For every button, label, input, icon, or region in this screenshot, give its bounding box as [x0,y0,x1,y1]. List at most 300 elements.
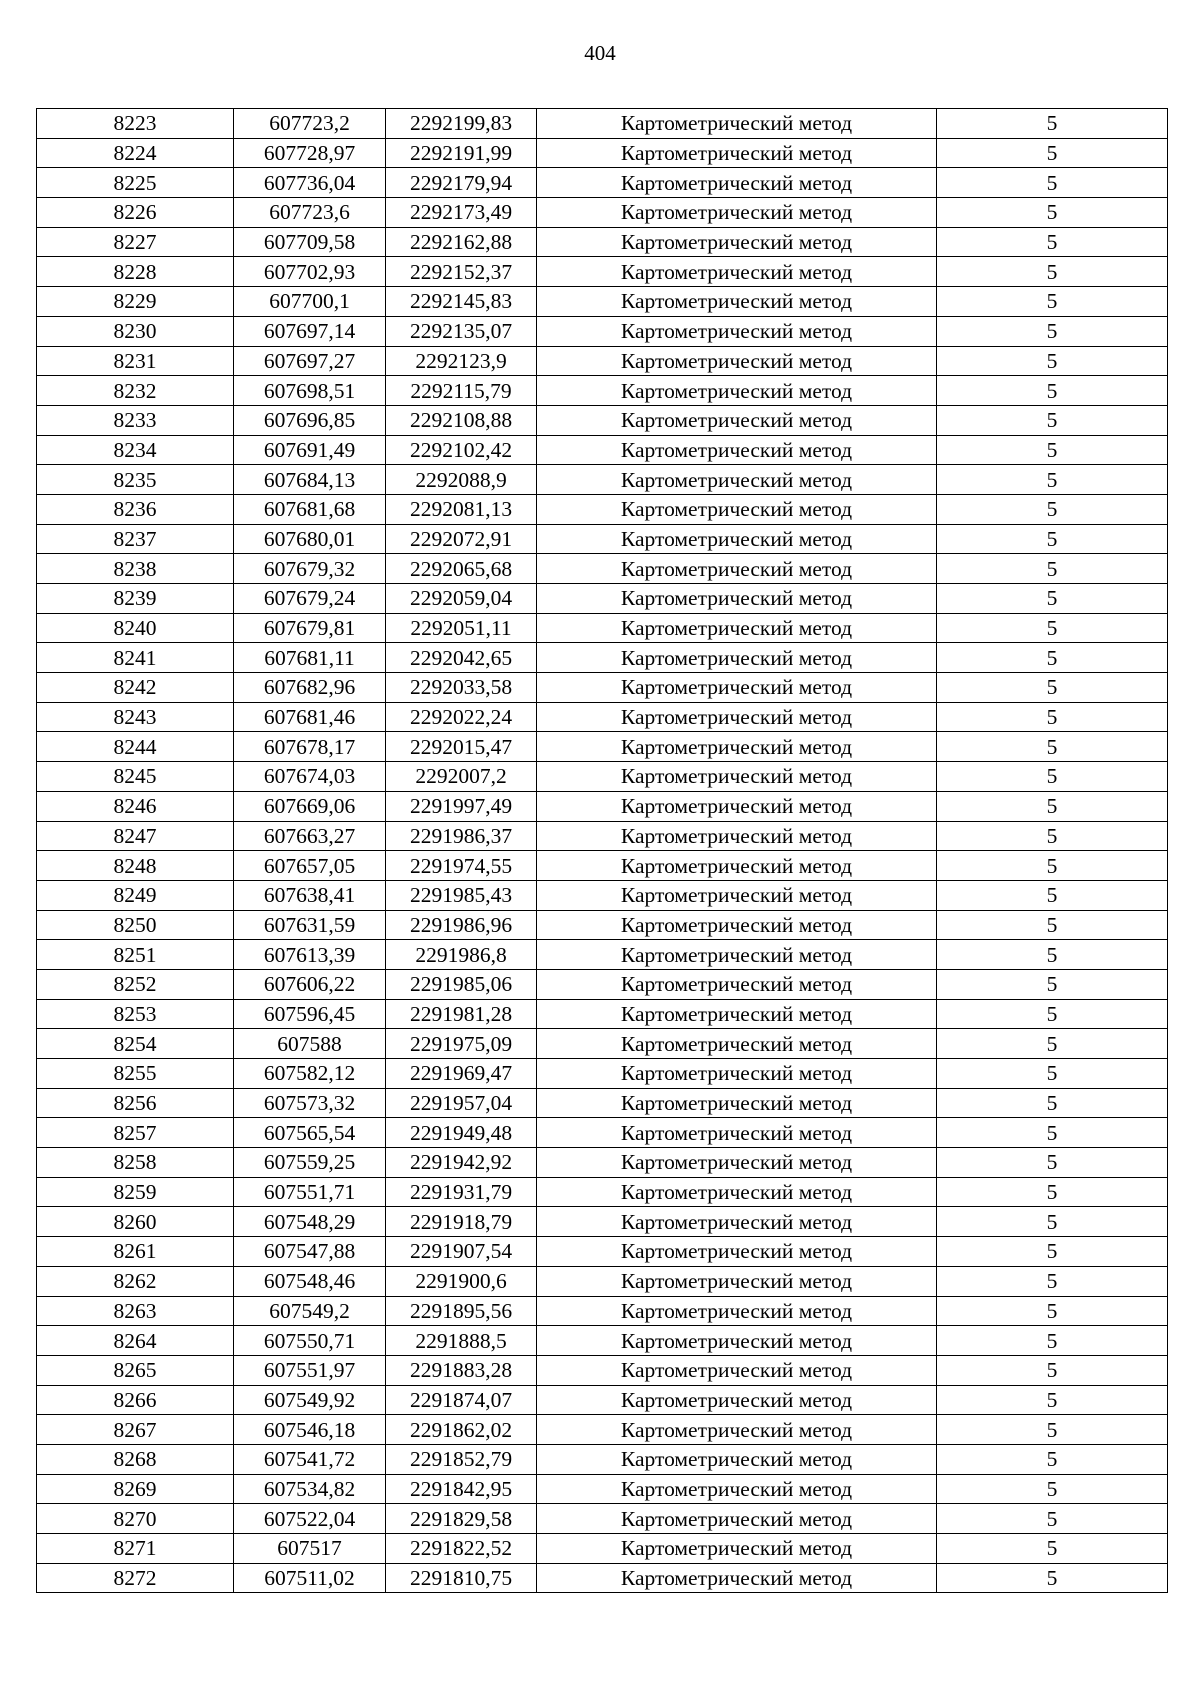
table-row [37,1385,1168,1415]
y-coordinate-cell: 2292173,49 [386,198,537,228]
method-cell: Картометрический метод [537,287,937,317]
table-row [37,999,1168,1029]
y-coordinate-cell: 2291842,95 [386,1474,537,1504]
table-row [37,287,1168,317]
precision-cell: 5 [937,465,1168,495]
precision-cell: 5 [937,257,1168,287]
point-number-cell: 8225 [37,168,234,198]
method-cell: Картометрический метод [537,316,937,346]
point-number-cell: 8232 [37,376,234,406]
y-coordinate-cell: 2292115,79 [386,376,537,406]
method-cell: Картометрический метод [537,791,937,821]
x-coordinate-cell: 607606,22 [234,969,386,999]
precision-cell: 5 [937,1088,1168,1118]
table-row [37,257,1168,287]
point-number-cell: 8246 [37,791,234,821]
x-coordinate-cell: 607565,54 [234,1118,386,1148]
table-row [37,1059,1168,1089]
method-cell: Картометрический метод [537,1326,937,1356]
point-number-cell: 8245 [37,762,234,792]
method-cell: Картометрический метод [537,1534,937,1564]
table-row [37,1415,1168,1445]
method-cell: Картометрический метод [537,1088,937,1118]
y-coordinate-cell: 2291900,6 [386,1266,537,1296]
x-coordinate-cell: 607679,32 [234,554,386,584]
precision-cell: 5 [937,1415,1168,1445]
y-coordinate-cell: 2291974,55 [386,851,537,881]
precision-cell: 5 [937,1059,1168,1089]
precision-cell: 5 [937,791,1168,821]
point-number-cell: 8266 [37,1385,234,1415]
method-cell: Картометрический метод [537,1118,937,1148]
point-number-cell: 8229 [37,287,234,317]
x-coordinate-cell: 607728,97 [234,138,386,168]
table-row [37,1504,1168,1534]
y-coordinate-cell: 2291874,07 [386,1385,537,1415]
y-coordinate-cell: 2292033,58 [386,673,537,703]
method-cell: Картометрический метод [537,435,937,465]
point-number-cell: 8243 [37,702,234,732]
table-row [37,138,1168,168]
method-cell: Картометрический метод [537,1563,937,1593]
y-coordinate-cell: 2292162,88 [386,227,537,257]
point-number-cell: 8250 [37,910,234,940]
method-cell: Картометрический метод [537,1415,937,1445]
precision-cell: 5 [937,405,1168,435]
method-cell: Картометрический метод [537,821,937,851]
x-coordinate-cell: 607702,93 [234,257,386,287]
table-row [37,1237,1168,1267]
point-number-cell: 8242 [37,673,234,703]
coordinates-table-body [37,109,1168,1593]
y-coordinate-cell: 2292051,11 [386,613,537,643]
y-coordinate-cell: 2291957,04 [386,1088,537,1118]
precision-cell: 5 [937,1237,1168,1267]
page-number: 404 [584,41,616,65]
y-coordinate-cell: 2291883,28 [386,1355,537,1385]
table-row [37,821,1168,851]
precision-cell: 5 [937,702,1168,732]
y-coordinate-cell: 2292152,37 [386,257,537,287]
method-cell: Картометрический метод [537,1296,937,1326]
precision-cell: 5 [937,1504,1168,1534]
precision-cell: 5 [937,1444,1168,1474]
method-cell: Картометрический метод [537,227,937,257]
method-cell: Картометрический метод [537,1207,937,1237]
table-row [37,1029,1168,1059]
point-number-cell: 8257 [37,1118,234,1148]
point-number-cell: 8255 [37,1059,234,1089]
y-coordinate-cell: 2292059,04 [386,584,537,614]
method-cell: Картометрический метод [537,465,937,495]
method-cell: Картометрический метод [537,940,937,970]
method-cell: Картометрический метод [537,1266,937,1296]
point-number-cell: 8265 [37,1355,234,1385]
x-coordinate-cell: 607548,46 [234,1266,386,1296]
method-cell: Картометрический метод [537,643,937,673]
precision-cell: 5 [937,138,1168,168]
y-coordinate-cell: 2291942,92 [386,1148,537,1178]
point-number-cell: 8230 [37,316,234,346]
precision-cell: 5 [937,613,1168,643]
x-coordinate-cell: 607549,92 [234,1385,386,1415]
x-coordinate-cell: 607613,39 [234,940,386,970]
method-cell: Картометрический метод [537,584,937,614]
point-number-cell: 8271 [37,1534,234,1564]
precision-cell: 5 [937,1207,1168,1237]
precision-cell: 5 [937,1474,1168,1504]
table-row [37,198,1168,228]
point-number-cell: 8234 [37,435,234,465]
point-number-cell: 8264 [37,1326,234,1356]
point-number-cell: 8260 [37,1207,234,1237]
method-cell: Картометрический метод [537,138,937,168]
table-row [37,1474,1168,1504]
table-row [37,168,1168,198]
y-coordinate-cell: 2291981,28 [386,999,537,1029]
table-row [37,732,1168,762]
point-number-cell: 8226 [37,198,234,228]
table-row [37,762,1168,792]
x-coordinate-cell: 607681,46 [234,702,386,732]
point-number-cell: 8252 [37,969,234,999]
table-row [37,702,1168,732]
method-cell: Картометрический метод [537,851,937,881]
y-coordinate-cell: 2292081,13 [386,494,537,524]
method-cell: Картометрический метод [537,1177,937,1207]
point-number-cell: 8249 [37,880,234,910]
method-cell: Картометрический метод [537,1504,937,1534]
method-cell: Картометрический метод [537,1059,937,1089]
precision-cell: 5 [937,198,1168,228]
method-cell: Картометрический метод [537,494,937,524]
precision-cell: 5 [937,999,1168,1029]
x-coordinate-cell: 607679,81 [234,613,386,643]
x-coordinate-cell: 607723,6 [234,198,386,228]
method-cell: Картометрический метод [537,910,937,940]
x-coordinate-cell: 607680,01 [234,524,386,554]
method-cell: Картометрический метод [537,554,937,584]
table-row [37,1326,1168,1356]
table-row [37,109,1168,139]
table-row [37,969,1168,999]
y-coordinate-cell: 2291895,56 [386,1296,537,1326]
x-coordinate-cell: 607681,68 [234,494,386,524]
coordinates-table [36,108,1168,1593]
y-coordinate-cell: 2292065,68 [386,554,537,584]
table-row [37,465,1168,495]
precision-cell: 5 [937,1148,1168,1178]
table-row [37,910,1168,940]
precision-cell: 5 [937,732,1168,762]
method-cell: Картометрический метод [537,1474,937,1504]
y-coordinate-cell: 2292123,9 [386,346,537,376]
precision-cell: 5 [937,109,1168,139]
method-cell: Картометрический метод [537,376,937,406]
table-row [37,494,1168,524]
table-row [37,584,1168,614]
y-coordinate-cell: 2292102,42 [386,435,537,465]
x-coordinate-cell: 607596,45 [234,999,386,1029]
point-number-cell: 8258 [37,1148,234,1178]
y-coordinate-cell: 2291918,79 [386,1207,537,1237]
y-coordinate-cell: 2292108,88 [386,405,537,435]
y-coordinate-cell: 2292072,91 [386,524,537,554]
x-coordinate-cell: 607681,11 [234,643,386,673]
x-coordinate-cell: 607631,59 [234,910,386,940]
precision-cell: 5 [937,1118,1168,1148]
precision-cell: 5 [937,554,1168,584]
precision-cell: 5 [937,227,1168,257]
y-coordinate-cell: 2291931,79 [386,1177,537,1207]
point-number-cell: 8228 [37,257,234,287]
precision-cell: 5 [937,376,1168,406]
precision-cell: 5 [937,584,1168,614]
point-number-cell: 8253 [37,999,234,1029]
precision-cell: 5 [937,1534,1168,1564]
y-coordinate-cell: 2291985,43 [386,880,537,910]
x-coordinate-cell: 607534,82 [234,1474,386,1504]
point-number-cell: 8268 [37,1444,234,1474]
y-coordinate-cell: 2291975,09 [386,1029,537,1059]
table-row [37,673,1168,703]
y-coordinate-cell: 2292145,83 [386,287,537,317]
table-row [37,376,1168,406]
table-row [37,227,1168,257]
point-number-cell: 8239 [37,584,234,614]
x-coordinate-cell: 607669,06 [234,791,386,821]
point-number-cell: 8259 [37,1177,234,1207]
precision-cell: 5 [937,1296,1168,1326]
x-coordinate-cell: 607674,03 [234,762,386,792]
x-coordinate-cell: 607697,27 [234,346,386,376]
table-row [37,643,1168,673]
precision-cell: 5 [937,643,1168,673]
table-row [37,1207,1168,1237]
point-number-cell: 8247 [37,821,234,851]
method-cell: Картометрический метод [537,969,937,999]
point-number-cell: 8272 [37,1563,234,1593]
x-coordinate-cell: 607551,97 [234,1355,386,1385]
table-row [37,405,1168,435]
y-coordinate-cell: 2292042,65 [386,643,537,673]
x-coordinate-cell: 607657,05 [234,851,386,881]
point-number-cell: 8233 [37,405,234,435]
x-coordinate-cell: 607696,85 [234,405,386,435]
x-coordinate-cell: 607682,96 [234,673,386,703]
table-row [37,316,1168,346]
method-cell: Картометрический метод [537,1148,937,1178]
x-coordinate-cell: 607678,17 [234,732,386,762]
x-coordinate-cell: 607638,41 [234,880,386,910]
method-cell: Картометрический метод [537,1444,937,1474]
x-coordinate-cell: 607736,04 [234,168,386,198]
method-cell: Картометрический метод [537,762,937,792]
method-cell: Картометрический метод [537,1029,937,1059]
method-cell: Картометрический метод [537,1355,937,1385]
table-row [37,613,1168,643]
x-coordinate-cell: 607684,13 [234,465,386,495]
table-row [37,1444,1168,1474]
table-row [37,880,1168,910]
y-coordinate-cell: 2292088,9 [386,465,537,495]
precision-cell: 5 [937,762,1168,792]
y-coordinate-cell: 2292022,24 [386,702,537,732]
point-number-cell: 8262 [37,1266,234,1296]
x-coordinate-cell: 607573,32 [234,1088,386,1118]
y-coordinate-cell: 2291997,49 [386,791,537,821]
x-coordinate-cell: 607511,02 [234,1563,386,1593]
precision-cell: 5 [937,1029,1168,1059]
precision-cell: 5 [937,316,1168,346]
x-coordinate-cell: 607709,58 [234,227,386,257]
method-cell: Картометрический метод [537,1237,937,1267]
precision-cell: 5 [937,851,1168,881]
x-coordinate-cell: 607547,88 [234,1237,386,1267]
precision-cell: 5 [937,287,1168,317]
table-row [37,1088,1168,1118]
x-coordinate-cell: 607679,24 [234,584,386,614]
point-number-cell: 8241 [37,643,234,673]
x-coordinate-cell: 607700,1 [234,287,386,317]
method-cell: Картометрический метод [537,999,937,1029]
x-coordinate-cell: 607663,27 [234,821,386,851]
table-row [37,346,1168,376]
method-cell: Картометрический метод [537,880,937,910]
method-cell: Картометрический метод [537,257,937,287]
x-coordinate-cell: 607522,04 [234,1504,386,1534]
method-cell: Картометрический метод [537,524,937,554]
point-number-cell: 8223 [37,109,234,139]
y-coordinate-cell: 2291888,5 [386,1326,537,1356]
precision-cell: 5 [937,821,1168,851]
point-number-cell: 8256 [37,1088,234,1118]
precision-cell: 5 [937,168,1168,198]
point-number-cell: 8244 [37,732,234,762]
y-coordinate-cell: 2292007,2 [386,762,537,792]
x-coordinate-cell: 607549,2 [234,1296,386,1326]
precision-cell: 5 [937,435,1168,465]
point-number-cell: 8224 [37,138,234,168]
x-coordinate-cell: 607548,29 [234,1207,386,1237]
table-row [37,1266,1168,1296]
y-coordinate-cell: 2291969,47 [386,1059,537,1089]
point-number-cell: 8248 [37,851,234,881]
precision-cell: 5 [937,346,1168,376]
y-coordinate-cell: 2291829,58 [386,1504,537,1534]
method-cell: Картометрический метод [537,613,937,643]
method-cell: Картометрический метод [537,1385,937,1415]
table-row [37,940,1168,970]
precision-cell: 5 [937,673,1168,703]
y-coordinate-cell: 2291986,8 [386,940,537,970]
table-row [37,1118,1168,1148]
table-row [37,1148,1168,1178]
precision-cell: 5 [937,940,1168,970]
x-coordinate-cell: 607550,71 [234,1326,386,1356]
table-row [37,1177,1168,1207]
table-row [37,554,1168,584]
precision-cell: 5 [937,880,1168,910]
precision-cell: 5 [937,1563,1168,1593]
point-number-cell: 8240 [37,613,234,643]
precision-cell: 5 [937,1355,1168,1385]
x-coordinate-cell: 607541,72 [234,1444,386,1474]
table-row [37,1563,1168,1593]
x-coordinate-cell: 607691,49 [234,435,386,465]
point-number-cell: 8236 [37,494,234,524]
method-cell: Картометрический метод [537,346,937,376]
y-coordinate-cell: 2291862,02 [386,1415,537,1445]
y-coordinate-cell: 2291986,96 [386,910,537,940]
point-number-cell: 8235 [37,465,234,495]
point-number-cell: 8263 [37,1296,234,1326]
method-cell: Картометрический метод [537,198,937,228]
table-row [37,851,1168,881]
table-row [37,435,1168,465]
x-coordinate-cell: 607582,12 [234,1059,386,1089]
x-coordinate-cell: 607517 [234,1534,386,1564]
y-coordinate-cell: 2291822,52 [386,1534,537,1564]
method-cell: Картометрический метод [537,673,937,703]
x-coordinate-cell: 607588 [234,1029,386,1059]
y-coordinate-cell: 2292015,47 [386,732,537,762]
point-number-cell: 8267 [37,1415,234,1445]
precision-cell: 5 [937,1385,1168,1415]
point-number-cell: 8227 [37,227,234,257]
table-row [37,1534,1168,1564]
x-coordinate-cell: 607559,25 [234,1148,386,1178]
table-row [37,791,1168,821]
x-coordinate-cell: 607551,71 [234,1177,386,1207]
point-number-cell: 8251 [37,940,234,970]
precision-cell: 5 [937,524,1168,554]
precision-cell: 5 [937,969,1168,999]
precision-cell: 5 [937,1266,1168,1296]
point-number-cell: 8270 [37,1504,234,1534]
point-number-cell: 8237 [37,524,234,554]
point-number-cell: 8254 [37,1029,234,1059]
method-cell: Картометрический метод [537,109,937,139]
y-coordinate-cell: 2291985,06 [386,969,537,999]
x-coordinate-cell: 607546,18 [234,1415,386,1445]
table-row [37,524,1168,554]
point-number-cell: 8231 [37,346,234,376]
method-cell: Картометрический метод [537,405,937,435]
y-coordinate-cell: 2292179,94 [386,168,537,198]
y-coordinate-cell: 2292191,99 [386,138,537,168]
y-coordinate-cell: 2291852,79 [386,1444,537,1474]
precision-cell: 5 [937,910,1168,940]
y-coordinate-cell: 2291986,37 [386,821,537,851]
x-coordinate-cell: 607698,51 [234,376,386,406]
precision-cell: 5 [937,1177,1168,1207]
x-coordinate-cell: 607723,2 [234,109,386,139]
method-cell: Картометрический метод [537,702,937,732]
precision-cell: 5 [937,1326,1168,1356]
precision-cell: 5 [937,494,1168,524]
y-coordinate-cell: 2291907,54 [386,1237,537,1267]
y-coordinate-cell: 2291810,75 [386,1563,537,1593]
y-coordinate-cell: 2292199,83 [386,109,537,139]
y-coordinate-cell: 2292135,07 [386,316,537,346]
point-number-cell: 8261 [37,1237,234,1267]
method-cell: Картометрический метод [537,732,937,762]
point-number-cell: 8269 [37,1474,234,1504]
table-row [37,1296,1168,1326]
x-coordinate-cell: 607697,14 [234,316,386,346]
table-row [37,1355,1168,1385]
